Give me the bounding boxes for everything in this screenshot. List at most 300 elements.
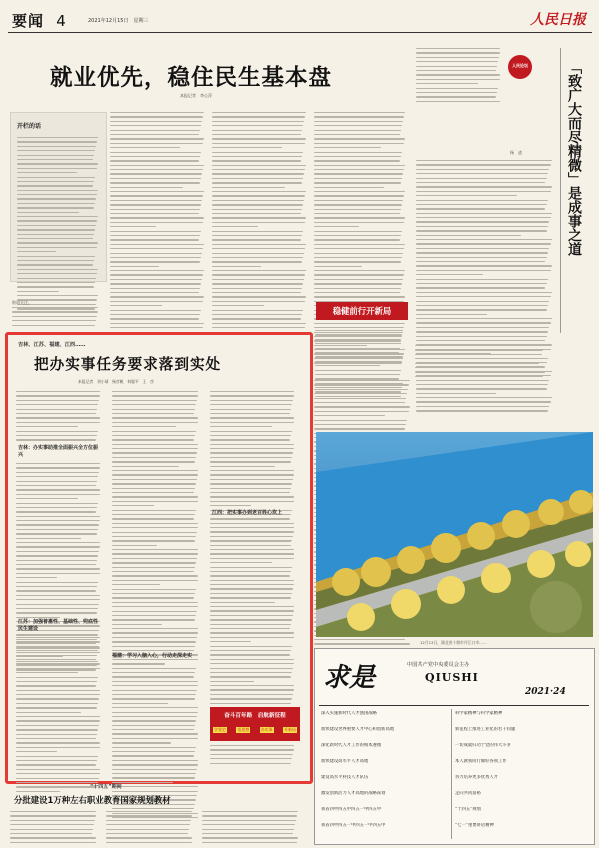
text-line (212, 231, 303, 232)
text-line (16, 529, 98, 530)
text-line (10, 820, 95, 821)
text-line (112, 663, 165, 664)
text-line (210, 400, 293, 401)
text-line (416, 309, 547, 310)
qiushi-left-list (321, 711, 449, 839)
text-line (112, 413, 194, 414)
text-line (16, 641, 100, 642)
text-line (314, 213, 400, 214)
text-line (416, 66, 497, 67)
text-line (112, 510, 196, 511)
text-line (16, 681, 97, 682)
text-line (314, 270, 405, 271)
text-line (112, 395, 198, 396)
feature-banner-tags (213, 727, 297, 733)
text-line (314, 191, 405, 192)
text-line (110, 173, 202, 174)
text-line (17, 242, 98, 243)
text-line (112, 505, 154, 506)
text-line (112, 755, 194, 756)
text-line (112, 496, 198, 497)
text-line (212, 270, 306, 271)
text-line (16, 786, 97, 787)
qiushi-list-item: 我省四中四五一中四五一中四五中 (321, 823, 386, 828)
text-line (315, 339, 401, 340)
text-line (16, 485, 96, 486)
text-line (112, 624, 162, 625)
text-line (110, 134, 199, 135)
text-line (314, 424, 406, 425)
text-line (112, 523, 198, 524)
section-banner (316, 302, 408, 320)
header-date: 2021年12月15日 星期三 (88, 18, 149, 24)
text-line (17, 172, 77, 173)
text-line (315, 356, 403, 357)
text-line (16, 742, 100, 743)
text-line (416, 160, 552, 161)
section-banner-text: 稳健前行开新局 (332, 306, 392, 316)
text-line (112, 707, 198, 708)
text-line (17, 229, 95, 230)
text-line (210, 575, 290, 576)
text-line (112, 733, 198, 734)
text-line (314, 178, 402, 179)
text-line (314, 217, 405, 218)
text-line (210, 470, 294, 471)
text-line (314, 226, 359, 227)
text-line (314, 639, 405, 640)
text-line (416, 92, 497, 93)
text-line (16, 413, 96, 414)
text-line (314, 257, 402, 258)
text-line (212, 222, 305, 223)
text-line (210, 452, 293, 453)
text-line (16, 573, 100, 574)
feature-col-1-top (16, 391, 104, 444)
text-line (12, 320, 96, 321)
qiushi-list-item: 加快建设世界重要人才中心和创新高地 (321, 727, 395, 732)
text-line (10, 837, 96, 838)
text-line (416, 83, 478, 84)
text-line (314, 116, 404, 117)
text-line (17, 260, 94, 261)
text-line (12, 316, 97, 317)
text-line (210, 567, 292, 568)
text-line (210, 439, 290, 440)
text-line (110, 130, 200, 131)
text-line (112, 747, 196, 748)
qiushi-list-item: 激发创新活力人才高地的战略谋划 (321, 791, 386, 796)
text-line (16, 511, 96, 512)
text-line (110, 222, 203, 223)
text-line (112, 545, 157, 546)
text-line (415, 358, 541, 359)
text-line (314, 389, 408, 390)
text-line (212, 323, 306, 324)
text-line (16, 650, 98, 651)
text-line (17, 137, 98, 138)
commentary-rule (560, 48, 561, 333)
text-line (112, 461, 195, 462)
text-line (17, 194, 97, 195)
text-line (212, 165, 306, 166)
text-line (415, 367, 538, 368)
text-line (112, 597, 194, 598)
text-line (314, 398, 406, 399)
text-line (112, 786, 198, 787)
text-line (112, 435, 195, 436)
text-line (416, 173, 548, 174)
text-line (16, 646, 99, 647)
text-line (202, 820, 296, 821)
text-line (17, 168, 97, 169)
qiushi-issue: 2021·24 (525, 687, 566, 697)
text-line (110, 231, 201, 232)
text-line (416, 388, 547, 389)
text-line (210, 549, 290, 550)
text-line (212, 200, 304, 201)
text-line (112, 400, 197, 401)
text-line (210, 448, 294, 449)
text-line (16, 467, 100, 468)
section-label (12, 10, 67, 31)
text-line (110, 204, 201, 205)
text-line (110, 239, 199, 240)
text-line (210, 588, 293, 589)
text-line (110, 147, 180, 148)
text-line (210, 479, 293, 480)
feature-col-1-bot (16, 637, 104, 795)
feature-col-3-bot (210, 745, 298, 767)
text-line (112, 584, 160, 585)
text-line (16, 659, 96, 660)
qiushi-list-item: 一切成就归功于党的伟大斗争 (455, 743, 511, 748)
text-line (315, 334, 402, 335)
text-line (112, 720, 196, 721)
text-line (210, 663, 294, 664)
text-line (210, 597, 291, 598)
qiushi-list-item: 科学家精神与科学家精神 (455, 711, 503, 716)
text-line (110, 305, 162, 306)
text-line (315, 348, 400, 349)
text-line (314, 152, 402, 153)
text-line (314, 200, 403, 201)
text-line (12, 307, 98, 308)
page-number: 4 (56, 12, 67, 30)
text-line (416, 261, 545, 262)
text-line (16, 586, 97, 587)
text-line (210, 426, 272, 427)
text-line (210, 659, 294, 660)
text-line (112, 536, 196, 537)
text-line (16, 476, 98, 477)
text-line (112, 562, 196, 563)
text-line (212, 244, 306, 245)
text-line (112, 448, 198, 449)
text-line (112, 580, 198, 581)
text-line (210, 417, 294, 418)
text-line (110, 187, 183, 188)
text-line (16, 694, 100, 695)
text-line (110, 296, 204, 297)
text-line (112, 549, 198, 550)
text-line (416, 257, 547, 258)
qiushi-list-item: 本人教我同行做好各项工作 (455, 759, 507, 764)
text-line (16, 542, 100, 543)
text-line (112, 725, 195, 726)
text-line (112, 712, 198, 713)
text-line (202, 829, 294, 830)
text-line (110, 138, 204, 139)
text-line (112, 760, 198, 761)
commentary-logo (508, 55, 532, 79)
text-line (210, 562, 272, 563)
text-line (210, 580, 294, 581)
text-line (110, 248, 203, 249)
text-line (212, 125, 303, 126)
text-line (110, 261, 200, 262)
text-line (17, 273, 97, 274)
text-line (110, 165, 204, 166)
text-line (416, 88, 498, 89)
text-line (112, 716, 197, 717)
text-line (314, 323, 405, 324)
text-line (16, 707, 97, 708)
text-line (314, 125, 402, 126)
text-line (416, 230, 547, 231)
text-line (212, 283, 303, 284)
text-line (210, 545, 291, 546)
text-line (16, 782, 98, 783)
text-line (416, 292, 552, 293)
text-line (416, 200, 548, 201)
text-line (416, 393, 496, 394)
text-line (16, 494, 100, 495)
text-line (210, 694, 293, 695)
text-line (212, 138, 306, 139)
text-line (16, 698, 99, 699)
text-line (415, 376, 543, 377)
text-line (210, 553, 294, 554)
text-line (16, 516, 100, 517)
text-line (16, 637, 100, 638)
text-line (210, 540, 292, 541)
qiushi-list-item: 我省四中四五中四五一中四五中 (321, 807, 382, 812)
text-line (112, 492, 194, 493)
text-line (212, 253, 304, 254)
text-line (16, 712, 81, 713)
text-line (210, 404, 292, 405)
feature-byline: 本报记者 刘小靖 杨彦帆 何聪平 王 彦 (78, 379, 154, 384)
text-line (112, 611, 197, 612)
text-line (416, 235, 521, 236)
text-line (112, 615, 196, 616)
text-line (16, 751, 57, 752)
text-line (416, 52, 500, 53)
text-line (16, 729, 98, 730)
text-line (415, 349, 543, 350)
text-line (16, 422, 100, 423)
text-line (17, 269, 98, 270)
sidebar-title: 开栏的话 (17, 123, 42, 130)
text-line (314, 138, 405, 139)
text-line (212, 204, 303, 205)
text-line (110, 143, 203, 144)
text-line (314, 204, 402, 205)
text-line (212, 318, 301, 319)
text-line (112, 738, 198, 739)
text-line (212, 279, 304, 280)
text-line (416, 186, 552, 187)
text-line (415, 354, 542, 355)
text-line (210, 395, 294, 396)
text-line (416, 279, 548, 280)
text-line (212, 248, 305, 249)
text-line (210, 558, 294, 559)
text-line (112, 751, 195, 752)
text-line (314, 169, 404, 170)
text-line (16, 690, 100, 691)
text-line (112, 769, 197, 770)
text-line (112, 764, 198, 765)
text-line (416, 178, 547, 179)
text-line (212, 160, 301, 161)
text-line (212, 310, 303, 311)
text-line (16, 431, 98, 432)
text-line (16, 778, 99, 779)
text-line (210, 584, 294, 585)
brief-lines-2 (415, 345, 550, 380)
qiushi-list-item: “十四五”规划 (455, 807, 481, 812)
text-line (314, 187, 384, 188)
text-line (314, 156, 401, 157)
text-line (112, 540, 195, 541)
bottom-title: 分批建设1万种左右职业教育国家规划教材 (14, 795, 171, 805)
text-line (210, 527, 294, 528)
text-line (416, 327, 549, 328)
section-name: 要闻 (12, 12, 45, 30)
sidebar-closing: 敬请关注。 (12, 300, 32, 305)
text-line (110, 314, 200, 315)
text-line (416, 401, 551, 402)
text-line (210, 593, 292, 594)
text-line (210, 698, 292, 699)
feature-sub-3: 江西：把实事办到老百姓心坎上 (212, 510, 283, 516)
text-line (416, 213, 552, 214)
text-line (210, 518, 290, 519)
text-line (112, 632, 198, 633)
text-line (17, 177, 95, 178)
text-line (16, 769, 100, 770)
text-line (112, 698, 195, 699)
text-line (415, 345, 545, 346)
text-line (16, 672, 78, 673)
qiushi-ad (314, 648, 595, 845)
text-line (110, 253, 202, 254)
text-line (16, 481, 97, 482)
text-line (212, 266, 261, 267)
text-line (210, 689, 294, 690)
text-line (16, 507, 97, 508)
text-line (16, 582, 98, 583)
text-line (110, 169, 203, 170)
text-line (16, 551, 99, 552)
text-line (17, 146, 96, 147)
text-line (112, 483, 196, 484)
text-line (416, 305, 548, 306)
text-line (210, 431, 292, 432)
text-line (212, 130, 302, 131)
text-line (210, 758, 292, 759)
photo-image (316, 432, 593, 637)
text-line (416, 96, 496, 97)
text-line (210, 602, 275, 603)
text-line (416, 48, 500, 49)
text-line (110, 121, 202, 122)
text-line (16, 663, 100, 664)
text-line (112, 452, 197, 453)
text-line (17, 251, 56, 252)
text-line (210, 654, 290, 655)
text-line (210, 749, 294, 750)
text-line (16, 608, 98, 609)
text-line (112, 466, 179, 467)
text-line (210, 637, 294, 638)
text-line (314, 244, 405, 245)
text-line (17, 247, 97, 248)
text-line (106, 833, 188, 834)
text-line (17, 278, 96, 279)
text-line (110, 178, 201, 179)
text-line (16, 590, 96, 591)
text-line (212, 209, 302, 210)
text-line (314, 643, 410, 644)
text-line (17, 282, 95, 283)
bottom-col-3 (202, 811, 302, 846)
text-line (212, 112, 306, 113)
text-line (212, 257, 303, 258)
text-line (110, 156, 200, 157)
text-line (314, 428, 405, 429)
text-line (10, 811, 96, 812)
text-line (112, 470, 198, 471)
text-line (16, 568, 100, 569)
text-line (16, 538, 81, 539)
text-line (202, 824, 295, 825)
text-line (106, 824, 190, 825)
text-line (314, 182, 401, 183)
text-line (210, 536, 293, 537)
text-line (110, 195, 203, 196)
text-line (16, 760, 97, 761)
text-line (17, 159, 93, 160)
text-line (416, 195, 517, 196)
text-line (212, 235, 302, 236)
text-line (110, 226, 156, 227)
text-line (416, 182, 545, 183)
text-line (112, 650, 194, 651)
text-line (16, 612, 97, 613)
text-line (315, 361, 402, 362)
sidebar-box (10, 112, 107, 282)
text-line (17, 181, 94, 182)
text-line (210, 606, 294, 607)
text-line (314, 266, 362, 267)
text-line (112, 808, 194, 809)
text-line (314, 292, 400, 293)
qiushi-list-item: 努力培养更多优秀人才 (455, 775, 498, 780)
text-line (210, 409, 291, 410)
